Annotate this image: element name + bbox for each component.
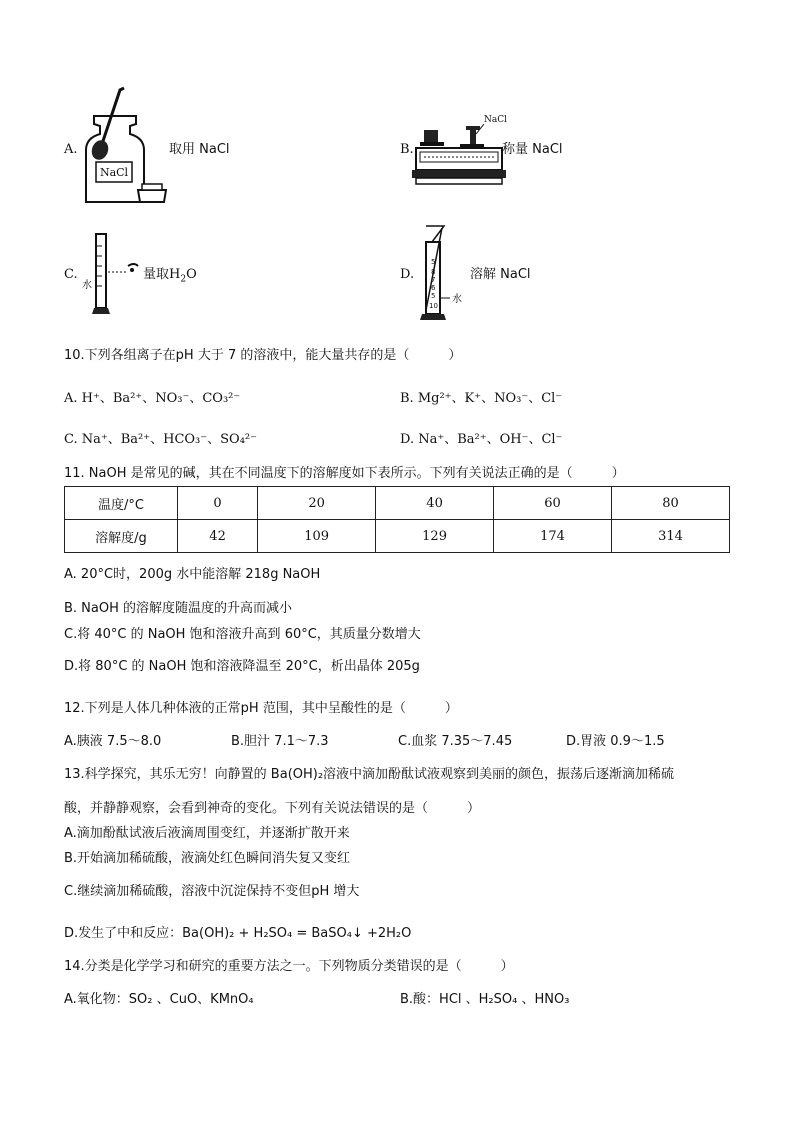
graduated-cylinder-image	[80, 226, 144, 318]
table-row	[65, 487, 730, 520]
q9-option-c-text-wrap	[143, 266, 197, 284]
q13-option-c: C.继续滴加稀硫酸，溶液中沉淀保持不变但pH 增大	[64, 884, 360, 899]
q11-option-c: C.将 40°C 的 NaOH 饱和溶液升高到 60°C，其质量分数增大	[64, 627, 421, 642]
formula-o: O	[186, 267, 197, 282]
tick-1: 5	[431, 258, 436, 266]
q9-option-d-letter: D.	[400, 267, 415, 282]
balance-scale-image	[410, 108, 510, 188]
q10-option-c: C. Na⁺、Ba²⁺、HCO₃⁻、SO₄²⁻	[64, 432, 257, 447]
q12-option-a: A.胰液 7.5～8.0	[64, 734, 162, 749]
q10-stem: 10.下列各组离子在pH 大于 7 的溶液中，能大量共存的是（ ）	[64, 348, 462, 363]
cylinder-water-label: 水	[82, 280, 92, 291]
q14-option-b: B.酸：HCl 、H₂SO₄ 、HNO₃	[400, 992, 570, 1007]
table-cell: 80	[612, 487, 730, 520]
table-cell: 42	[178, 520, 258, 553]
balance-label: NaCl	[484, 115, 508, 125]
tick-6: 10	[429, 302, 438, 310]
q9-option-d-text: 溶解 NaCl	[470, 267, 531, 282]
tick-2: 8	[431, 268, 436, 276]
cylinder-funnel-image	[414, 222, 474, 324]
q9-option-b-text: 称量 NaCl	[502, 142, 563, 157]
q9-option-c-text: 量取	[143, 267, 170, 282]
q13-stem-line2: 酸，并静静观察，会看到神奇的变化。下列有关说法错误的是（ ）	[64, 801, 481, 816]
table-cell: 129	[376, 520, 494, 553]
formula-sub-2: 2	[180, 274, 187, 285]
q13-option-d: D.发生了中和反应：Ba(OH)₂ + H₂SO₄ = BaSO₄↓ +2H₂O	[64, 926, 412, 941]
table-header-temperature: 温度/°C	[65, 487, 178, 520]
q12-stem: 12.下列是人体几种体液的正常pH 范围，其中呈酸性的是（ ）	[64, 701, 458, 716]
q9-option-c-letter: C.	[64, 267, 78, 282]
q11-option-d: D.将 80°C 的 NaOH 饱和溶液降温至 20°C，析出晶体 205g	[64, 659, 420, 674]
q11-option-a: A. 20°C时，200g 水中能溶解 218g NaOH	[64, 567, 321, 582]
q11-stem: 11. NaOH 是常见的碱，其在不同温度下的溶解度如下表所示。下列有关说法正确的是（ ）	[64, 466, 625, 481]
reagent-bottle-spoon-image	[80, 86, 170, 210]
solubility-table	[64, 486, 730, 553]
table-cell: 20	[258, 487, 376, 520]
q12-option-c: C.血浆 7.35～7.45	[398, 734, 513, 749]
table-row	[65, 520, 730, 553]
table-cell: 0	[178, 487, 258, 520]
q14-option-a: A.氧化物：SO₂ 、CuO、KMnO₄	[64, 992, 254, 1007]
tick-3: 7	[431, 276, 436, 284]
tick-4: 6	[431, 284, 436, 292]
q12-option-d: D.胃液 0.9～1.5	[566, 734, 665, 749]
q9-option-a-text: 取用 NaCl	[169, 142, 230, 157]
bottle-label: NaCl	[99, 166, 129, 179]
q13-option-b: B.开始滴加稀硫酸，液滴处红色瞬间消失复又变红	[64, 851, 351, 866]
table-cell: 109	[258, 520, 376, 553]
q12-option-b: B.胆汁 7.1～7.3	[231, 734, 329, 749]
q10-option-b: B. Mg²⁺、K⁺、NO₃⁻、Cl⁻	[400, 391, 563, 406]
tick-5: 5	[431, 292, 436, 300]
table-cell: 40	[376, 487, 494, 520]
q14-stem: 14.分类是化学学习和研究的重要方法之一。下列物质分类错误的是（ ）	[64, 959, 514, 974]
q10-option-d: D. Na⁺、Ba²⁺、OH⁻、Cl⁻	[400, 432, 563, 447]
table-cell: 174	[494, 520, 612, 553]
q11-option-b: B. NaOH 的溶解度随温度的升高而减小	[64, 601, 293, 616]
formula-h: H	[169, 267, 181, 282]
q13-option-a: A.滴加酚酞试液后液滴周围变红，并逐渐扩散开来	[64, 826, 350, 841]
cylinder-d-water-label: 水	[452, 294, 462, 305]
q9-option-a-letter: A.	[64, 142, 78, 157]
table-header-solubility: 溶解度/g	[65, 520, 178, 553]
table-cell: 314	[612, 520, 730, 553]
q10-option-a: A. H⁺、Ba²⁺、NO₃⁻、CO₃²⁻	[64, 391, 241, 406]
q13-stem-line1: 13.科学探究，其乐无穷！向静置的 Ba(OH)₂溶液中滴加酚酞试液观察到美丽的颜色，振荡后逐渐滴加稀硫	[64, 767, 675, 782]
q9-option-b-letter: B.	[400, 142, 414, 157]
table-cell: 60	[494, 487, 612, 520]
